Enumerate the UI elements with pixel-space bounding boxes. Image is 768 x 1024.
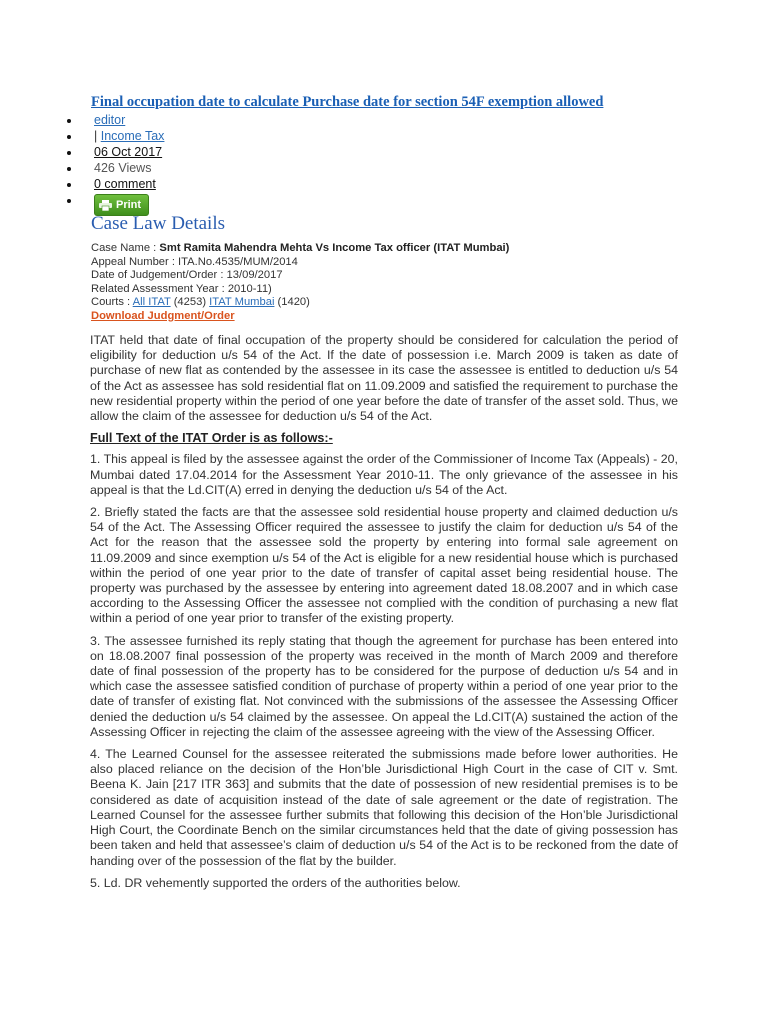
views-count: 426 Views: [94, 161, 152, 175]
article-body: [90, 333, 678, 898]
download-judgment-link[interactable]: Download Judgment/Order: [91, 309, 235, 322]
meta-views: [66, 160, 164, 176]
printer-icon: [99, 200, 112, 211]
meta-category: [66, 128, 164, 144]
body-paragraph: 5. Ld. DR vehemently supported the orders of the authorities below.: [90, 875, 461, 890]
case-law-heading: Case Law Details: [91, 213, 226, 234]
category-link[interactable]: Income Tax: [100, 129, 165, 143]
author-link[interactable]: editor: [94, 113, 126, 127]
case-name-label: Case Name :: [91, 242, 160, 254]
category-separator: |: [94, 129, 101, 143]
courts-row: [91, 296, 509, 310]
case-details: [91, 242, 509, 323]
full-text-heading: Full Text of the ITAT Order is as follows:-: [90, 431, 333, 446]
court-itat-mumbai-link[interactable]: ITAT Mumbai: [209, 296, 275, 308]
appeal-number: Appeal Number : ITA.No.4535/MUM/2014: [91, 255, 298, 268]
case-name-row: [91, 242, 509, 256]
judgement-date: Date of Judgement/Order : 13/09/2017: [91, 269, 283, 281]
body-paragraph: 2. Briefly stated the facts are that the assessee sold residential house property and claimed deduction u/s 54 of the Act. The Assessing Officer required the assessee to justify the claim for deduction u/s 54 of the Act for the reason that the assessee sold the property by entering into formal sale agreement on 11.09.2009 and since exemption u/s 54 of the Act is eligible for a new residential house which is purchased within the period of one year prior to the date of transfer of capital asset being residential house. The property was purchased by the assessee by entering into agreement dated 18.08.2007 and in which case according to the Assessing Officer the assessee not complied with the condition of purchasing a new flat within a period of one year prior to transfer of the existing property.: [90, 505, 678, 626]
article-meta-list: [66, 112, 164, 214]
meta-print: [66, 192, 164, 214]
print-label: Print: [116, 199, 142, 211]
summary-paragraph: ITAT held that date of final occupation of the property should be considered for calculation the period of eligibility for deduction u/s 54 of the Act. If the date of possession i.e. March 2009 is taken as date of purchase of new flat as contended by the assessee in its case the assessee is entitled to deduction u/s 54 of the Act as assessee has sold residential flat on 11.09.2009 and satisfied the requirement to purchase the new residential property within the period of one year before the date of transfer of the asset sold. Thus, we allow the claim of the assessee for deduction u/s 54 of the Act.: [90, 333, 678, 424]
body-paragraph: 4. The Learned Counsel for the assessee reiterated the submissions made before lower authorities. He also placed reliance on the decision of the Hon’ble Jurisdictional High Court in the case of CIT v. Smt. Beena K. Jain [217 ITR 363] and submits that the date of possession of new residential premises is to be considered as date of acquisition instead of the date of sale agreement or the date of registration. The Learned Counsel for the assessee further submits that following this decision of the Hon’ble Jurisdictional High Court, the Coordinate Bench on the similar circumstances held that the date of giving possession has been taken and held that assessee’s claim of deduction u/s 54 of the Act is to be reckoned from the date of handing over of the possession of the flat by the builder.: [90, 747, 678, 868]
court-all-itat-link[interactable]: All ITAT: [132, 296, 171, 308]
meta-comments: [66, 176, 164, 192]
case-name-value: Smt Ramita Mahendra Mehta Vs Income Tax officer (ITAT Mumbai): [159, 242, 510, 254]
meta-author: [66, 112, 164, 128]
assessment-year: Related Assessment Year : 2010-11): [91, 282, 272, 295]
meta-date: [66, 144, 164, 160]
courts-label: Courts :: [91, 296, 133, 308]
date-link[interactable]: 06 Oct 2017: [94, 145, 163, 159]
court-itat-mumbai-count: (1420): [274, 296, 310, 308]
body-paragraph: 3. The assessee furnished its reply stating that though the agreement for purchase has been entered into on 18.08.2007 final possession of the property was received in the month of March 2009 and therefore date of final possession of the property has to be considered for the purpose of deduction u/s 54 and in which case the assessee satisfied condition of purchase of property within a period of one year prior to the date of transfer of existing flat. Not convinced with the submissions of the assessee the Assessing Officer denied the deduction u/s 54 claimed by the assessee. On appeal the Ld.CIT(A) sustained the action of the Assessing Officer in rejecting the claim of the assessee agreeing with the view of the Assessing Officer.: [90, 633, 678, 739]
body-paragraph: 1. This appeal is filed by the assessee against the order of the Commissioner of Income Tax (Appeals) - 20, Mumbai dated 17.04.2014 for the Assessment Year 2010-11. The only grievance of the assessee in his appeal is that the Ld.CIT(A) erred in denying the deduction u/s 54 of the Act.: [90, 452, 678, 497]
comments-link[interactable]: 0 comment: [94, 177, 156, 191]
court-all-itat-count: (4253): [170, 296, 210, 308]
article-title-link[interactable]: Final occupation date to calculate Purchase date for section 54F exemption allowed: [91, 94, 604, 110]
